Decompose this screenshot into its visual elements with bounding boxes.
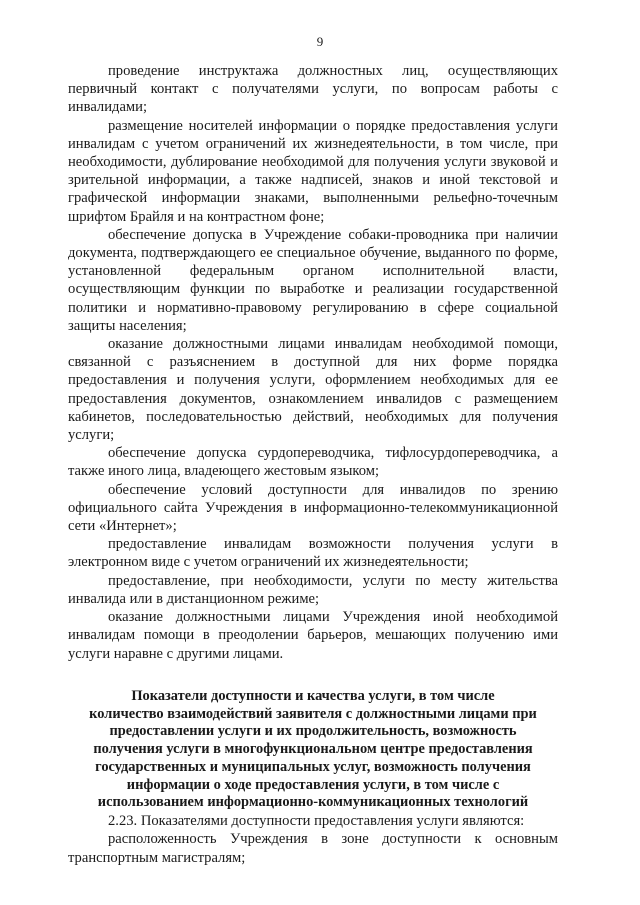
paragraph-indicators-intro: 2.23. Показателями доступности предоставления услуги являются:: [108, 813, 525, 830]
paragraph-website-accessibility: обеспечение условий доступности для инвалидов по зрению официального сайта Учреждения в информационно-телекоммуникационной сети «Интернет»;: [68, 481, 558, 535]
paragraph-transport-access: расположенность Учреждения в зоне доступности к основным транспортным магистралям;: [68, 831, 558, 866]
document-body: [68, 62, 558, 867]
heading-line: Показатели доступности и качества услуги, в том числе: [131, 687, 495, 704]
paragraph-information-carriers: размещение носителей информации о порядке предоставления услуги инвалидам с учетом ограничений их жизнедеятельности, в том числе, при необходимости, дублирование необходимой для получения услуги звуковой и зрительной информации, а также надписей, знаков и иной текстовой и графической информации знаками, выполненными рельефно-точечным шрифтом Брайля и на контрастном фоне;: [68, 117, 558, 225]
section-heading: [68, 688, 558, 813]
heading-line: получения услуги в многофункциональном центре предоставления: [93, 741, 533, 758]
heading-line: государственных и муниципальных услуг, возможность получения: [95, 758, 531, 775]
page-number: 9: [316, 34, 324, 49]
heading-line: предоставлении услуги и их продолжительность, возможность: [109, 723, 517, 740]
paragraph-barrier-help: оказание должностными лицами Учреждения иной необходимой инвалидам помощи в преодолении барьеров, мешающих получению ими услуги наравне с другими лицами.: [68, 609, 558, 662]
paragraph-assistance: оказание должностными лицами инвалидам необходимой помощи, связанной с разъяснением в доступной для них форме порядка предоставления и получения услуги, оформлением необходимых для ее предоставления документов, ознакомлением инвалидов с размещением кабинетов, последовательностью действий, необходимых для получения услуги;: [68, 336, 558, 444]
heading-line: количество взаимодействий заявителя с должностными лицами при: [89, 705, 537, 722]
paragraph-electronic-service: предоставление инвалидам возможности получения услуги в электронном виде с учетом ограничений их жизнедеятельности;: [68, 536, 558, 571]
paragraph-briefing: проведение инструктажа должностных лиц, осуществляющих первичный контакт с получателями услуги, по вопросам работы с инвалидами;: [68, 63, 558, 116]
paragraph-sign-interpreter: обеспечение допуска сурдопереводчика, тифлосурдопереводчика, а также иного лица, владеющего жестовым языком;: [68, 445, 558, 480]
paragraph-guide-dog: обеспечение допуска в Учреждение собаки-проводника при наличии документа, подтверждающего ее специальное обучение, выданного по форме, установленной федеральным органом исполнительной власти, осуществляющим функции по выработке и реализации государственной политики и нормативно-правовому регулированию в сфере социальной защиты населения;: [68, 226, 558, 334]
heading-line: использованием информационно-коммуникационных технологий: [97, 794, 529, 811]
heading-line: информации о ходе предоставления услуги, в том числе с: [126, 776, 500, 793]
paragraph-home-service: предоставление, при необходимости, услуги по месту жительства инвалида или в дистанционном режиме;: [68, 572, 558, 607]
